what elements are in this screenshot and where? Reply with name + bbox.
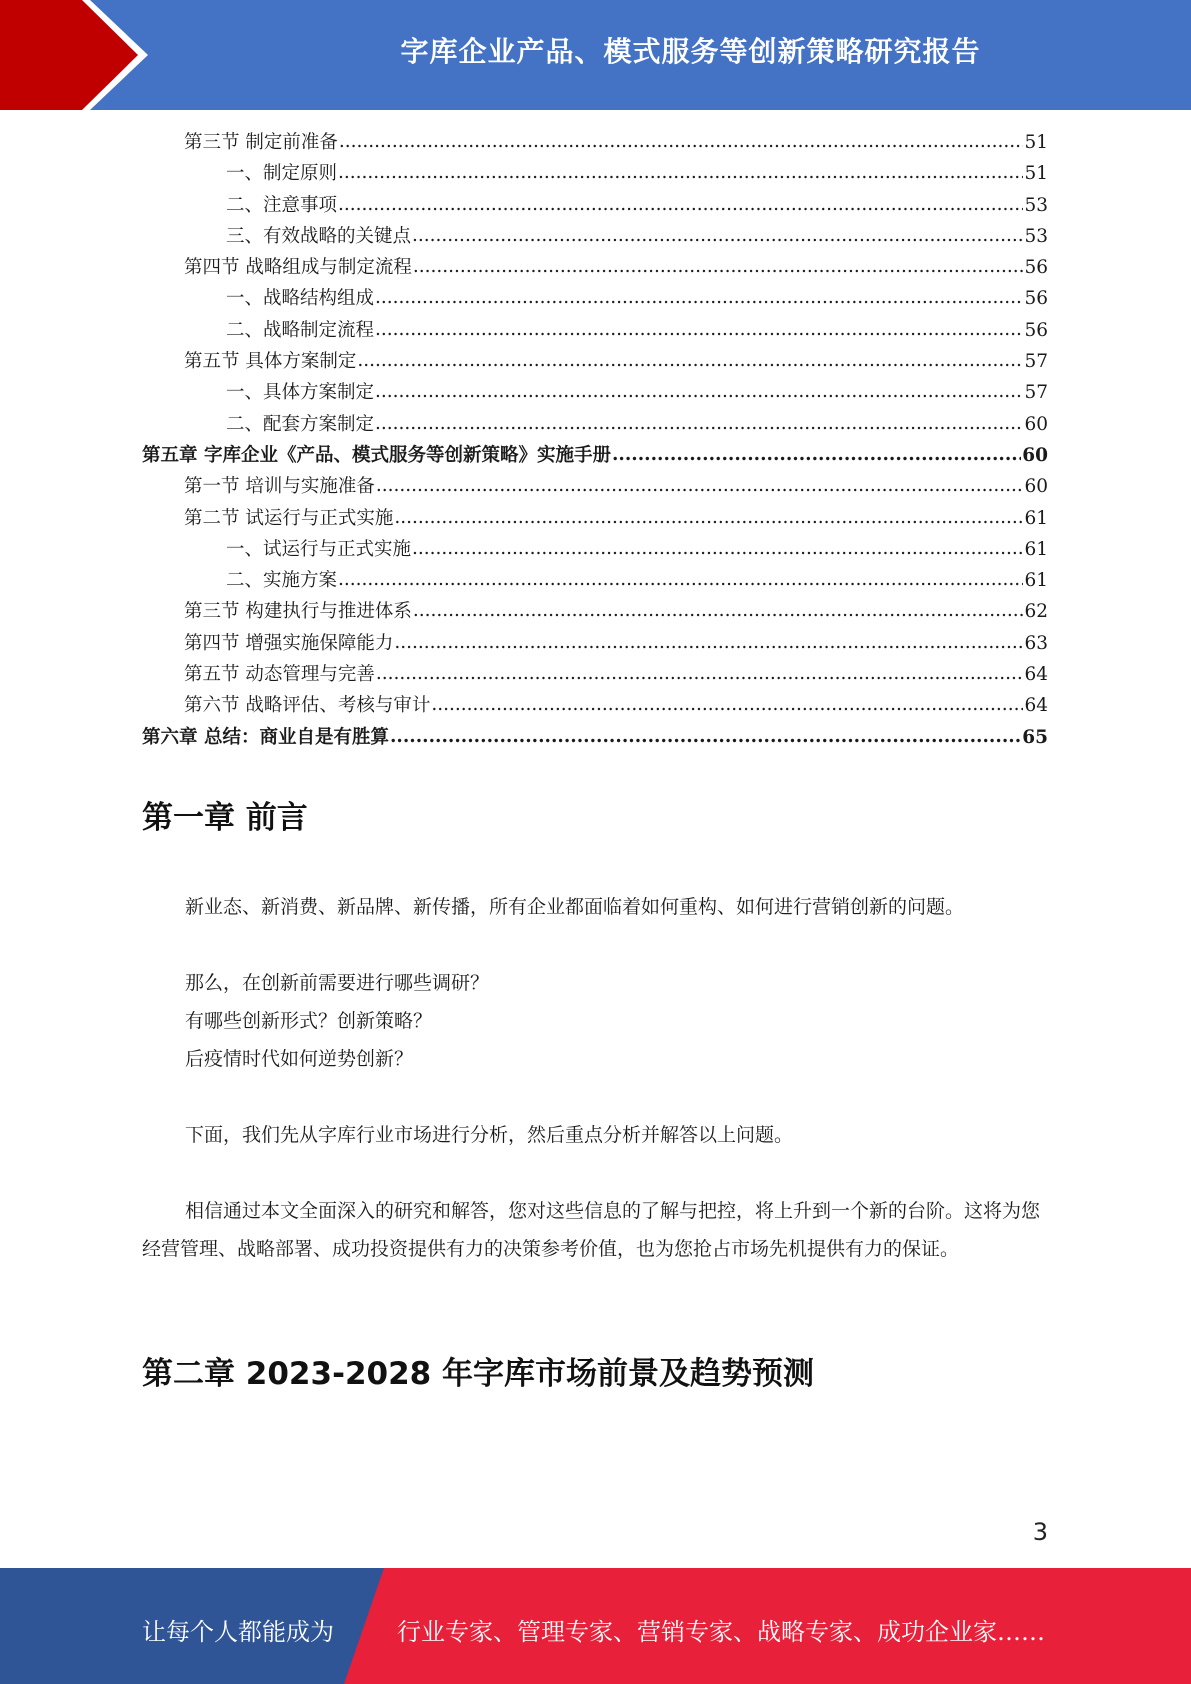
toc-leader-dots — [431, 694, 1023, 715]
toc-entry-label: 第六节 战略评估、考核与审计 — [184, 695, 431, 717]
chapter-2-heading: 第二章 2023-2028 年字库市场前景及趋势预测 — [142, 1356, 815, 1392]
toc-entry-page: 64 — [1024, 695, 1048, 717]
toc-entry-page: 53 — [1024, 194, 1048, 216]
toc-entry-page: 61 — [1024, 507, 1048, 529]
toc-leader-dots — [412, 225, 1023, 246]
toc-entry[interactable] — [142, 410, 1048, 441]
question-2: 有哪些创新形式？创新策略？ — [185, 1010, 433, 1032]
toc-entry-label: 一、试运行与正式实施 — [226, 538, 412, 560]
toc-entry[interactable] — [142, 629, 1048, 660]
toc-entry-label: 第四节 增强实施保障能力 — [184, 632, 394, 654]
toc-entry-label: 二、注意事项 — [226, 194, 338, 216]
table-of-contents — [142, 128, 1048, 754]
toc-leader-dots — [413, 600, 1024, 621]
toc-entry-label: 二、配套方案制定 — [226, 413, 375, 435]
toc-entry-page: 62 — [1024, 601, 1048, 623]
toc-entry-label: 一、战略结构组成 — [226, 288, 375, 310]
toc-entry-page: 56 — [1024, 257, 1048, 279]
toc-entry-label: 二、实施方案 — [226, 570, 338, 592]
toc-entry-page: 56 — [1024, 288, 1048, 310]
page-header — [0, 0, 1191, 110]
toc-entry-label: 第三节 制定前准备 — [184, 132, 338, 153]
toc-entry-label: 第二节 试运行与正式实施 — [184, 507, 394, 529]
toc-entry-page: 53 — [1024, 225, 1048, 247]
toc-entry-label: 第一节 培训与实施准备 — [184, 476, 375, 498]
toc-entry-page: 65 — [1022, 726, 1048, 748]
toc-entry[interactable] — [142, 222, 1048, 253]
paragraph-intro: 新业态、新消费、新品牌、新传播，所有企业都面临着如何重构、如何进行营销创新的问题。 — [185, 896, 965, 918]
toc-entry-label: 第五节 具体方案制定 — [184, 351, 357, 373]
toc-entry-page: 61 — [1024, 538, 1048, 560]
footer-slogan-right: 行业专家、管理专家、营销专家、战略专家、成功企业家…… — [397, 1618, 1045, 1646]
toc-entry[interactable] — [142, 597, 1048, 628]
footer-slogan-left: 让每个人都能成为 — [142, 1618, 334, 1646]
question-1: 那么，在创新前需要进行哪些调研？ — [185, 972, 490, 994]
toc-entry[interactable] — [142, 691, 1048, 722]
toc-entry-page: 64 — [1024, 664, 1048, 686]
toc-leader-dots — [394, 507, 1023, 528]
toc-leader-dots — [338, 162, 1023, 183]
toc-leader-dots — [338, 569, 1023, 590]
toc-entry[interactable] — [142, 535, 1048, 566]
toc-entry[interactable] — [142, 316, 1048, 347]
toc-leader-dots — [612, 444, 1021, 465]
toc-entry-page: 61 — [1024, 570, 1048, 592]
toc-entry-page: 57 — [1024, 382, 1048, 404]
toc-entry[interactable] — [142, 723, 1048, 754]
chapter-1-heading: 第一章 前言 — [142, 800, 308, 836]
toc-leader-dots — [394, 632, 1023, 653]
toc-entry[interactable] — [142, 660, 1048, 691]
toc-entry[interactable] — [142, 159, 1048, 190]
toc-entry[interactable] — [142, 378, 1048, 409]
toc-entry-label: 二、战略制定流程 — [226, 319, 375, 341]
page-number: 3 — [1032, 1518, 1048, 1546]
toc-entry-label: 第三节 构建执行与推进体系 — [184, 601, 412, 623]
question-3: 后疫情时代如何逆势创新？ — [185, 1048, 414, 1070]
toc-entry[interactable] — [142, 472, 1048, 503]
toc-entry-page: 63 — [1024, 632, 1048, 654]
toc-entry-page: 60 — [1022, 444, 1048, 466]
toc-entry[interactable] — [142, 191, 1048, 222]
toc-leader-dots — [357, 350, 1023, 371]
toc-entry-label: 三、有效战略的关键点 — [226, 225, 412, 247]
toc-entry-page: 51 — [1024, 132, 1048, 153]
toc-entry-label: 一、具体方案制定 — [226, 382, 375, 404]
toc-leader-dots — [376, 663, 1024, 684]
toc-entry-page: 56 — [1024, 319, 1048, 341]
toc-entry[interactable] — [142, 253, 1048, 284]
toc-entry[interactable] — [142, 128, 1048, 159]
toc-leader-dots — [412, 538, 1023, 559]
toc-leader-dots — [339, 131, 1024, 152]
toc-leader-dots — [375, 381, 1023, 402]
paragraph-analysis: 下面，我们先从字库行业市场进行分析，然后重点分析并解答以上问题。 — [185, 1124, 794, 1146]
toc-entry-page: 60 — [1024, 476, 1048, 498]
paragraph-conclusion: 相信通过本文全面深入的研究和解答，您对这些信息的了解与把控，将上升到一个新的台阶。这将为您经营管理、战略部署、成功投资提供有力的决策参考价值，也为您抢占市场先机提供有力的保证。 — [142, 1200, 1041, 1260]
toc-entry-label: 第五章 字库企业《产品、模式服务等创新策略》实施手册 — [142, 444, 611, 466]
toc-entry[interactable] — [142, 566, 1048, 597]
toc-entry-page: 57 — [1024, 351, 1048, 373]
toc-entry[interactable] — [142, 504, 1048, 535]
page-footer — [0, 1568, 1191, 1684]
toc-entry-label: 一、制定原则 — [226, 163, 338, 185]
toc-leader-dots — [376, 475, 1024, 496]
toc-entry-page: 51 — [1024, 163, 1048, 185]
toc-entry-label: 第五节 动态管理与完善 — [184, 664, 375, 686]
toc-leader-dots — [338, 194, 1023, 215]
toc-entry-label: 第六章 总结：商业自是有胜算 — [142, 726, 389, 748]
toc-entry[interactable] — [142, 284, 1048, 315]
toc-leader-dots — [375, 413, 1023, 434]
toc-leader-dots — [375, 319, 1023, 340]
toc-leader-dots — [390, 726, 1021, 747]
toc-leader-dots — [375, 287, 1023, 308]
toc-entry-page: 60 — [1024, 413, 1048, 435]
toc-entry[interactable] — [142, 441, 1048, 472]
header-title: 字库企业产品、模式服务等创新策略研究报告 — [400, 35, 981, 68]
toc-leader-dots — [413, 256, 1024, 277]
toc-entry-label: 第四节 战略组成与制定流程 — [184, 257, 412, 279]
toc-entry[interactable] — [142, 347, 1048, 378]
